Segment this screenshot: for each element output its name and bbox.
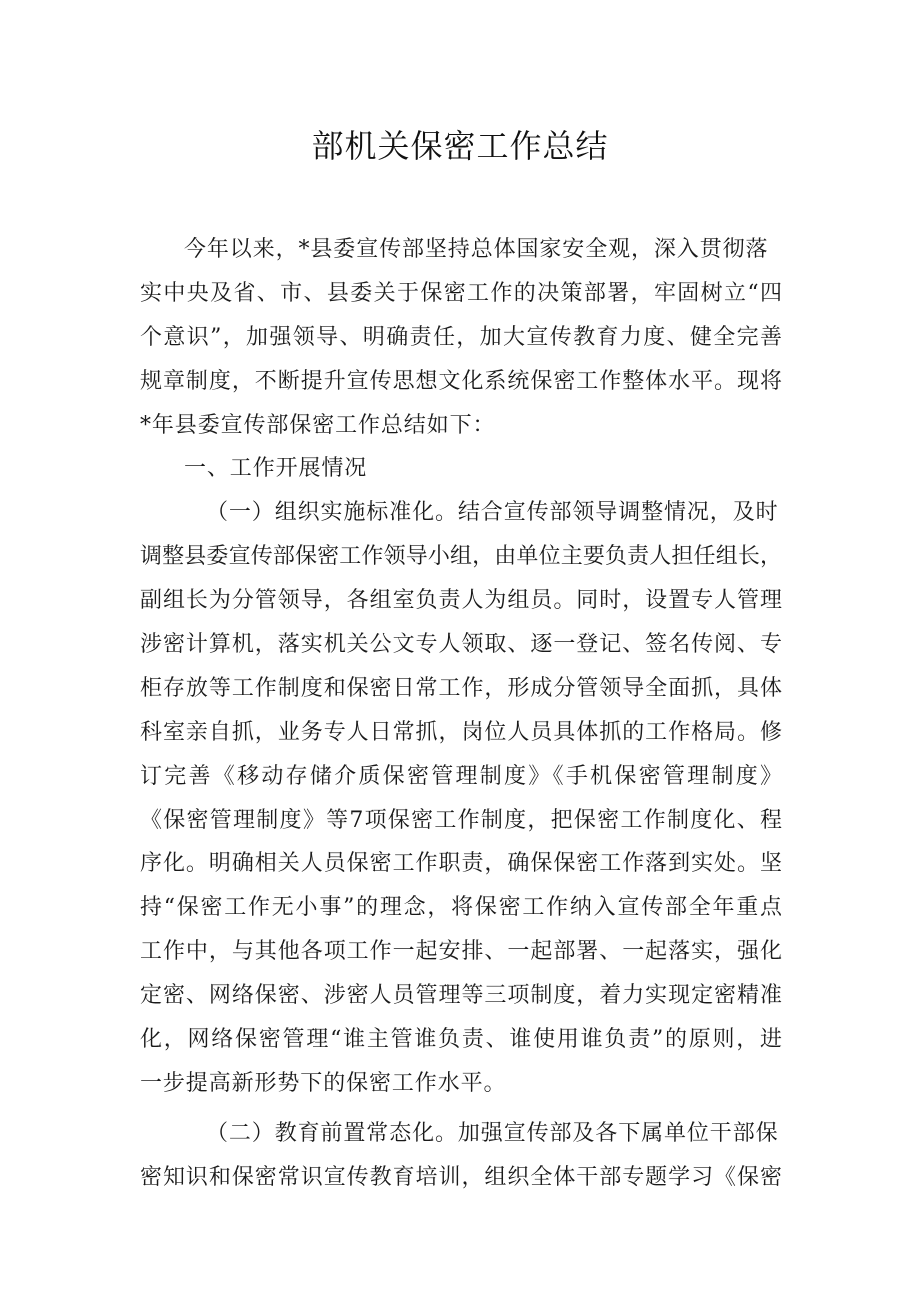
paragraph-line: 调整县委宣传部保密工作领导小组，由单位主要负责人担任组长， bbox=[140, 544, 782, 570]
paragraph-line: 一步提高新形势下的保密工作水平。 bbox=[140, 1070, 507, 1096]
paragraph-line: 个意识”，加强领导、明确责任，加大宣传教育力度、健全完善 bbox=[140, 324, 782, 350]
section-heading: 一、工作开展情况 bbox=[184, 456, 368, 482]
paragraph-line: *年县委宣传部保密工作总结如下： bbox=[140, 412, 496, 438]
paragraph-line: 柜存放等工作制度和保密日常工作，形成分管领导全面抓，具体 bbox=[140, 675, 782, 701]
document-body bbox=[140, 228, 782, 1200]
paragraph-line: 持“保密工作无小事”的理念，将保密工作纳入宣传部全年重点 bbox=[140, 895, 782, 921]
paragraph-line: 定密、网络保密、涉密人员管理等三项制度，着力实现定密精准 bbox=[140, 983, 782, 1009]
paragraph-line: 副组长为分管领导，各组室负责人为组员。同时，设置专人管理 bbox=[140, 588, 782, 614]
paragraph-line: 科室亲自抓，业务专人日常抓，岗位人员具体抓的工作格局。修 bbox=[140, 719, 782, 745]
paragraph-line: 序化。明确相关人员保密工作职责，确保保密工作落到实处。坚 bbox=[140, 851, 782, 877]
paragraph-line: 实中央及省、市、县委关于保密工作的决策部署，牢固树立“四 bbox=[140, 280, 782, 306]
document-title: 部机关保密工作总结 bbox=[311, 127, 609, 165]
paragraph-line: 订完善《移动存储介质保密管理制度》《手机保密管理制度》 bbox=[140, 763, 782, 789]
paragraph-line: 《保密管理制度》等7项保密工作制度，把保密工作制度化、程 bbox=[140, 807, 782, 833]
subsection-line: （一）组织实施标准化。结合宣传部领导调整情况，及时 bbox=[206, 500, 779, 526]
paragraph-line: 涉密计算机，落实机关公文专人领取、逐一登记、签名传阅、专 bbox=[140, 632, 782, 658]
subsection-line: （二）教育前置常态化。加强宣传部及各下属单位干部保 bbox=[206, 1120, 779, 1146]
paragraph-line: 规章制度，不断提升宣传思想文化系统保密工作整体水平。现将 bbox=[140, 368, 782, 394]
paragraph-line: 今年以来，*县委宣传部坚持总体国家安全观，深入贯彻落 bbox=[184, 237, 769, 262]
paragraph-line: 密知识和保密常识宣传教育培训，组织全体干部专题学习《保密 bbox=[140, 1164, 782, 1190]
paragraph-line: 工作中，与其他各项工作一起安排、一起部署、一起落实，强化 bbox=[140, 939, 782, 965]
paragraph-line: 化，网络保密管理“谁主管谁负责、谁使用谁负责”的原则，进 bbox=[140, 1027, 782, 1053]
